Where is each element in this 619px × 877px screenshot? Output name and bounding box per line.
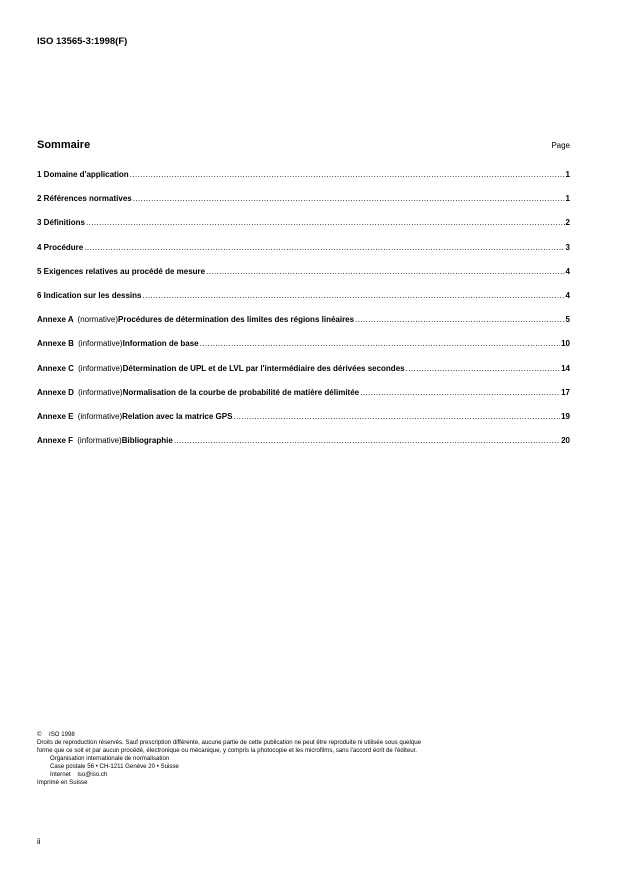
org-internet — [37, 771, 577, 779]
rights-line: Droits de reproduction réservés. Sauf prescription différente, aucune partie de cette publication ne peut être reproduite ni utilisée sous quelque — [37, 739, 422, 746]
toc-title: Sommaire — [37, 139, 91, 151]
leader-dots — [206, 267, 564, 276]
annex-title: Relation avec la matrice GPS — [122, 411, 233, 421]
toc-entry-label: 4 Procédure — [37, 242, 84, 252]
leader-dots — [86, 218, 565, 227]
toc-annex-entry[interactable] — [37, 436, 570, 460]
toc-entry-page: 17 — [561, 387, 570, 397]
toc-entry-page: 5 — [565, 315, 570, 325]
annex-key: Annexe D — [37, 387, 74, 397]
annex-type: (informative) — [77, 411, 123, 421]
toc-entry-label: 2 Références normatives — [37, 194, 132, 204]
internet-label: Internet — [50, 771, 71, 778]
toc-entry-page: 2 — [565, 218, 570, 228]
leader-dots — [406, 364, 561, 373]
toc-entry-page: 4 — [565, 290, 570, 300]
toc-entry[interactable] — [37, 291, 570, 315]
toc-annex-entry[interactable] — [37, 388, 570, 412]
org-address: Case postale 56 • CH-1211 Genève 20 • Suisse — [50, 763, 179, 770]
annex-type: (informative) — [78, 339, 123, 349]
toc-entry-label: 6 Indication sur les dessins — [37, 290, 142, 300]
annex-key-group — [37, 388, 123, 397]
toc-entry-label: 1 Domaine d'application — [37, 170, 129, 179]
toc-entry-page: 14 — [561, 363, 570, 373]
leader-dots — [84, 243, 564, 252]
toc-entry[interactable] — [37, 267, 570, 291]
document-id: ISO 13565-3:1998(F) — [37, 36, 128, 47]
toc-entry-page: 1 — [565, 170, 570, 179]
annex-key: Annexe E — [37, 411, 74, 421]
toc-entry-page: 20 — [561, 436, 570, 446]
toc-annex-entry[interactable] — [37, 339, 570, 363]
toc-entry[interactable] — [37, 170, 570, 194]
leader-dots — [200, 339, 560, 348]
table-of-contents — [37, 170, 570, 460]
annex-type: (informative) — [78, 387, 123, 397]
annex-title: Information de base — [122, 339, 199, 349]
annex-key-group — [37, 315, 118, 324]
toc-annex-entry[interactable] — [37, 412, 570, 436]
annex-key-group — [37, 339, 123, 348]
leader-dots — [133, 194, 565, 203]
toc-entry[interactable] — [37, 194, 570, 218]
copyright-line — [37, 731, 577, 739]
toc-entry-page: 3 — [565, 242, 570, 252]
toc-entry-label: 3 Définitions — [37, 218, 86, 228]
copyright-text: ISO 1998 — [49, 731, 75, 738]
toc-entry-page: 10 — [561, 339, 570, 349]
internet-email[interactable]: iso@iso.ch — [77, 771, 108, 778]
annex-key: Annexe C — [37, 363, 74, 373]
org-name: Organisation internationale de normalisation — [50, 755, 170, 762]
toc-entry-page: 4 — [565, 266, 570, 276]
toc-annex-entry[interactable] — [37, 315, 570, 339]
leader-dots — [360, 388, 560, 397]
annex-key: Annexe B — [37, 339, 74, 349]
annex-key-group — [37, 436, 122, 445]
copyright-notice — [37, 731, 577, 787]
annex-title: Détermination de UPL et de LVL par l'intermédiaire des dérivées secondes — [122, 363, 405, 373]
leader-dots — [355, 315, 564, 324]
page-column-label: Page — [551, 141, 570, 150]
toc-entry[interactable] — [37, 243, 570, 267]
page-number: ii — [37, 837, 41, 846]
copyright-icon: © — [37, 731, 42, 738]
leader-dots — [130, 170, 565, 179]
annex-title: Procédures de détermination des limites des régions linéaires — [118, 315, 355, 325]
annex-title: Normalisation de la courbe de probabilité de matière délimitée — [122, 387, 360, 397]
toc-annex-entry[interactable] — [37, 364, 570, 388]
annex-type: (informative) — [78, 363, 123, 373]
leader-dots — [142, 291, 564, 300]
annex-key-group — [37, 364, 123, 373]
annex-type: (normative) — [77, 315, 118, 325]
annex-type: (informative) — [77, 436, 122, 446]
printed-in: Imprimé en Suisse — [37, 779, 88, 786]
leader-dots — [233, 412, 560, 421]
toc-entry-page: 1 — [565, 194, 570, 204]
toc-entry[interactable] — [37, 218, 570, 242]
toc-entry-label: 5 Exigences relatives au procédé de mesure — [37, 266, 206, 276]
toc-entry-page: 19 — [561, 411, 570, 421]
leader-dots — [174, 436, 560, 445]
annex-title: Bibliographie — [121, 436, 173, 446]
annex-key: Annexe A — [37, 315, 74, 325]
annex-key: Annexe F — [37, 436, 74, 446]
annex-key-group — [37, 412, 122, 421]
rights-line: forme que ce soit et par aucun procédé, électronique ou mécanique, y compris la photocopie et les microfilms, sans l'accord écrit de l'éditeur. — [37, 747, 417, 754]
